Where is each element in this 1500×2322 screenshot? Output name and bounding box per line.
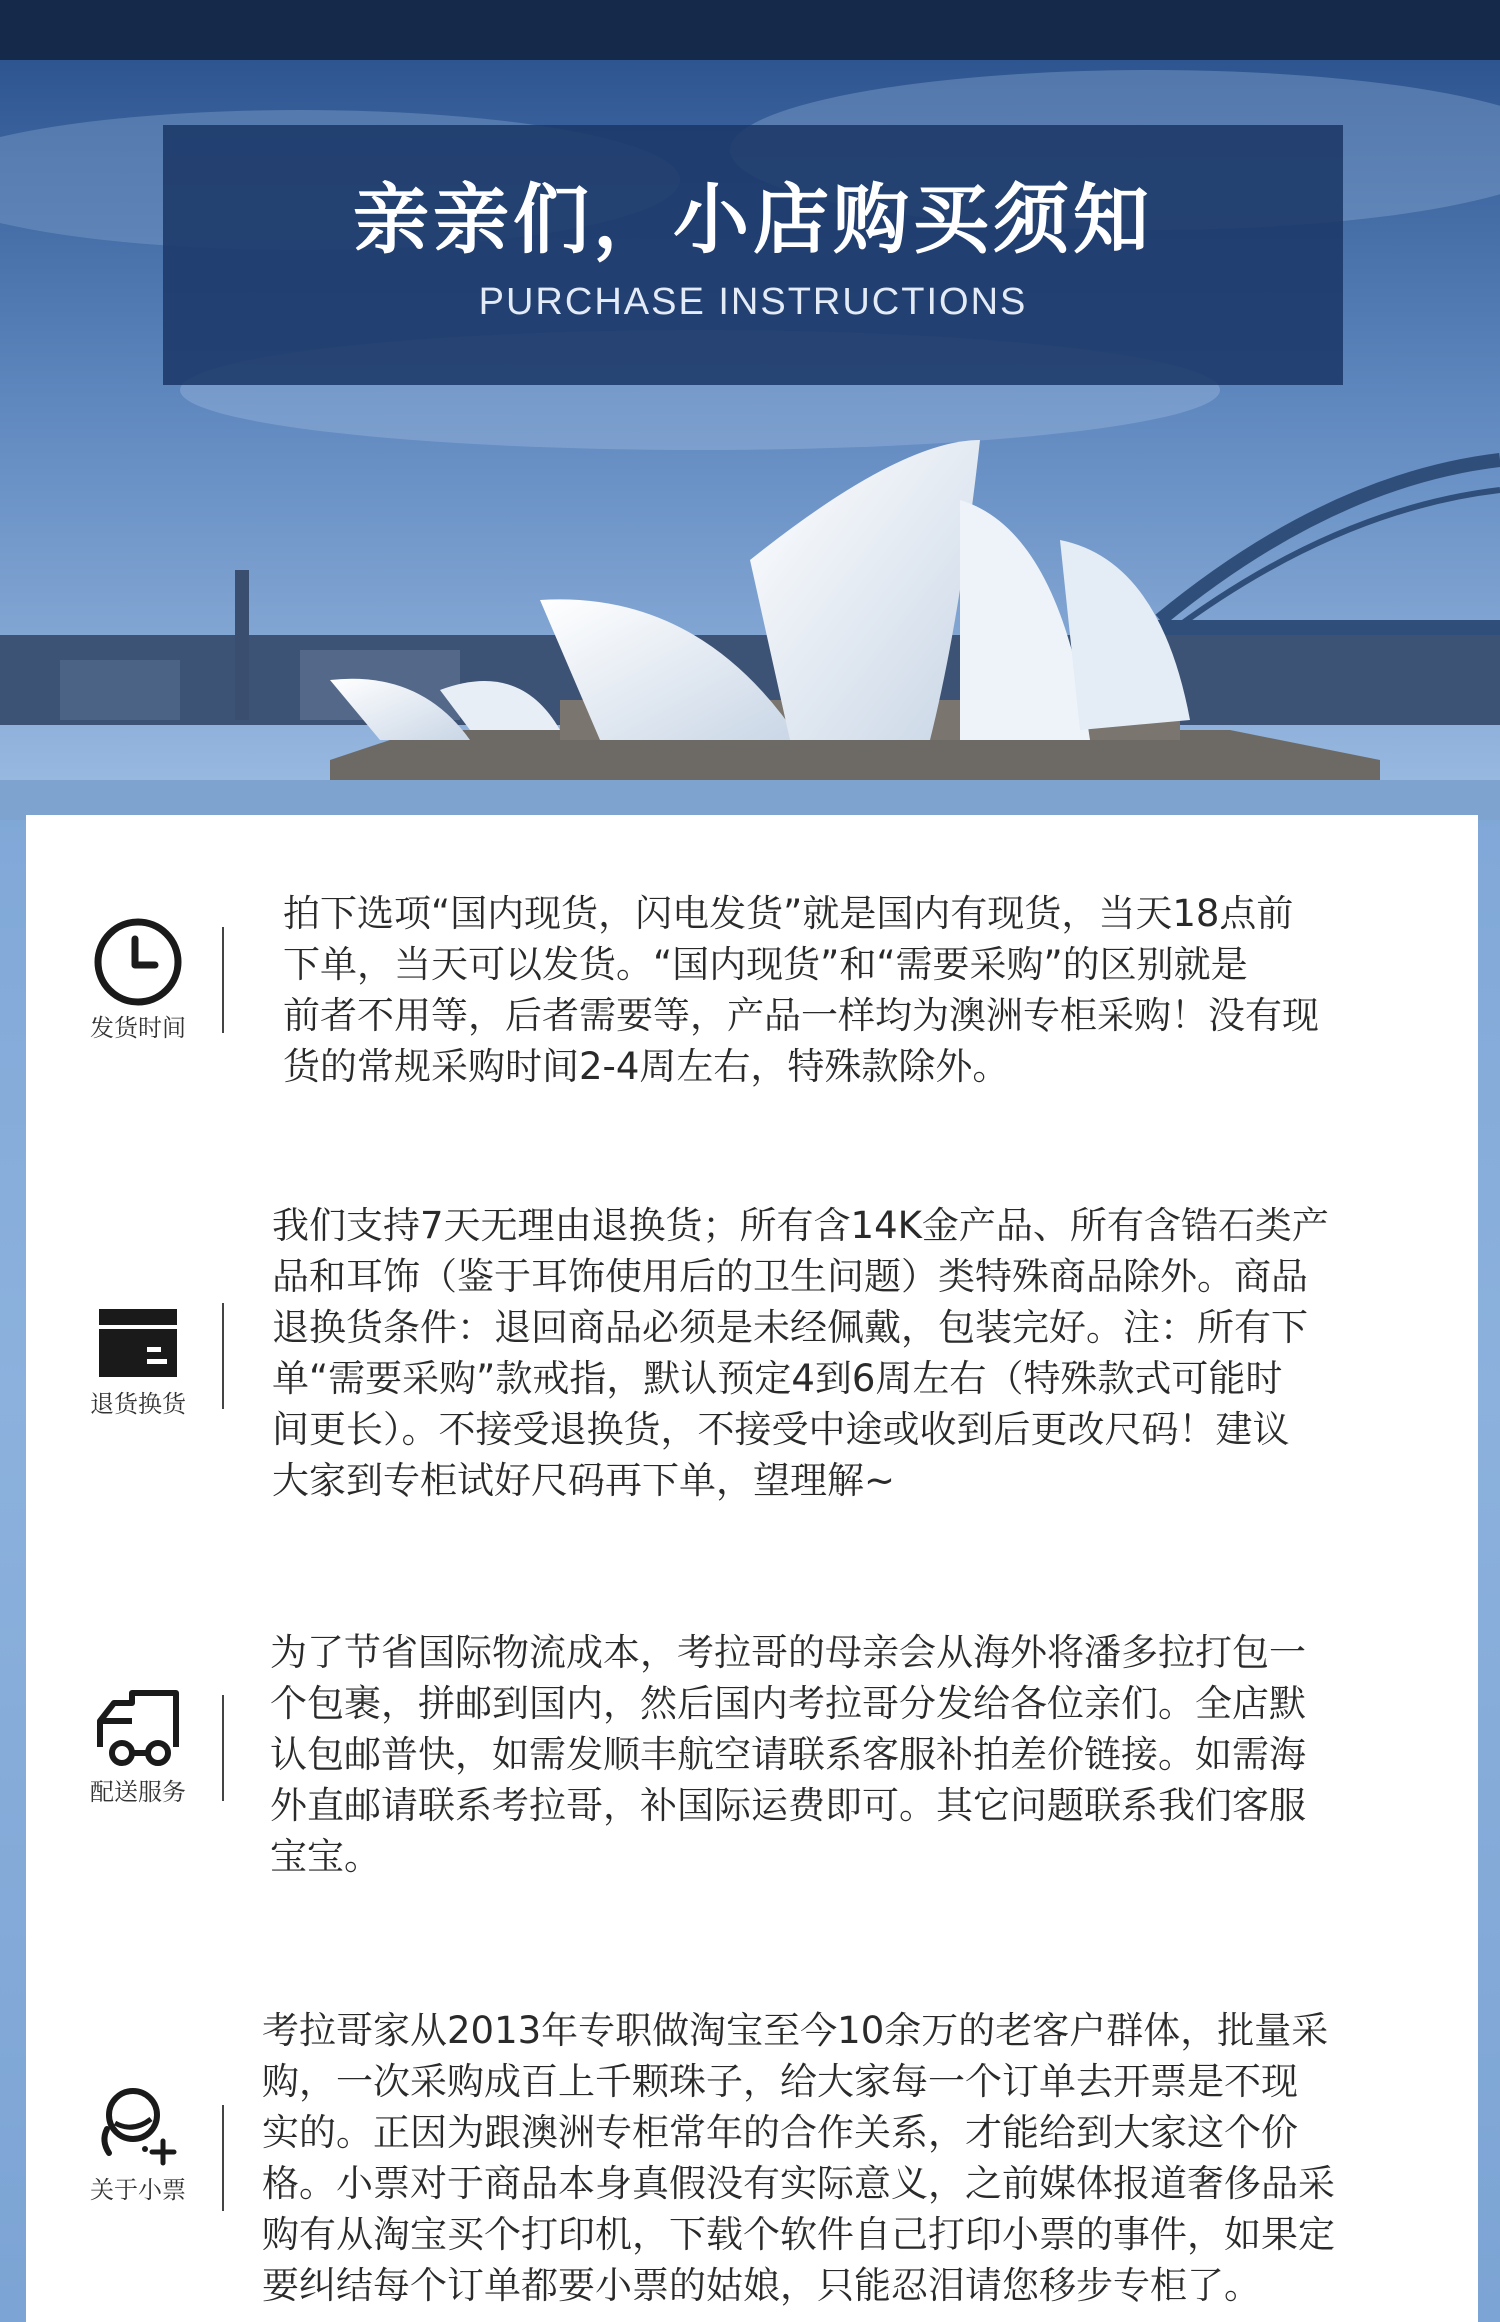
truck-icon [68, 1685, 208, 1771]
clock-icon [68, 917, 208, 1007]
title-banner [163, 125, 1343, 385]
section-divider [222, 1695, 224, 1801]
section-icon-group [68, 2083, 208, 2205]
section-icon-group [68, 917, 208, 1043]
section-text: 为了节省国际物流成本，考拉哥的母亲会从海外将潘多拉打包一 个包裹，拼邮到国内，然后国内考拉哥分发给各位亲们。全店默 认包邮普快，如需发顺丰航空请联系客服补拍差价链接。如需海 外直邮请联系考拉哥，补国际运费即可。其它问题联系我们客服 宝宝。 [270, 1631, 1306, 1878]
section-divider [222, 927, 224, 1033]
section-text: 考拉哥家从2013年专职做淘宝至今10余万的老客户群体，批量采 购，一次采购成百上千颗珠子，给大家每一个订单去开票是不现 实的。正因为跟澳洲专柜常年的合作关系，才能给到大家这个价 格。小票对于商品本身真假没有实际意义，之前媒体报道奢侈品采 购有从淘宝买个打印机，下载个软件自己打印小票的事件，如果定 要纠结每个订单都要小票的姑娘，只能忍泪请您移步专柜了。 [262, 2009, 1335, 2307]
section-icon-group [68, 1685, 208, 1807]
instructions-card [26, 815, 1478, 2322]
section-label: 发货时间 [90, 1014, 186, 1042]
section-icon-group [68, 1303, 208, 1419]
section-divider [222, 1303, 224, 1409]
top-band [0, 0, 1500, 60]
page-subtitle: PURCHASE INSTRUCTIONS [478, 281, 1028, 323]
box-icon [68, 1303, 208, 1383]
section-label: 配送服务 [90, 1778, 186, 1806]
section-label: 退货换货 [90, 1390, 186, 1418]
section-label: 关于小票 [90, 2176, 186, 2204]
user-add-icon [68, 2083, 208, 2169]
page-title: 亲亲们，小店购买须知 [353, 175, 1153, 264]
section-text: 我们支持7天无理由退换货；所有含14K金产品、所有含锆石类产 品和耳饰（鉴于耳饰使用后的卫生问题）类特殊商品除外。商品 退换货条件：退回商品必须是未经佩戴，包装完好。注：所有下 单“需要采购”款戒指，默认预定4到6周左右（特殊款式可能时 间更长）。不接受退换货，不接受中途或收到后更改尺码！建议 大家到专柜试好尺码再下单，望理解~ [272, 1204, 1329, 1502]
section-text: 拍下选项“国内现货，闪电发货”就是国内有现货，当天18点前 下单，当天可以发货。“国内现货”和“需要采购”的区别就是 前者不用等，后者需要等，产品一样均为澳洲专柜采购！没有现 货的常规采购时间2-4周左右，特殊款除外。 [283, 892, 1319, 1088]
section-divider [222, 2105, 224, 2211]
